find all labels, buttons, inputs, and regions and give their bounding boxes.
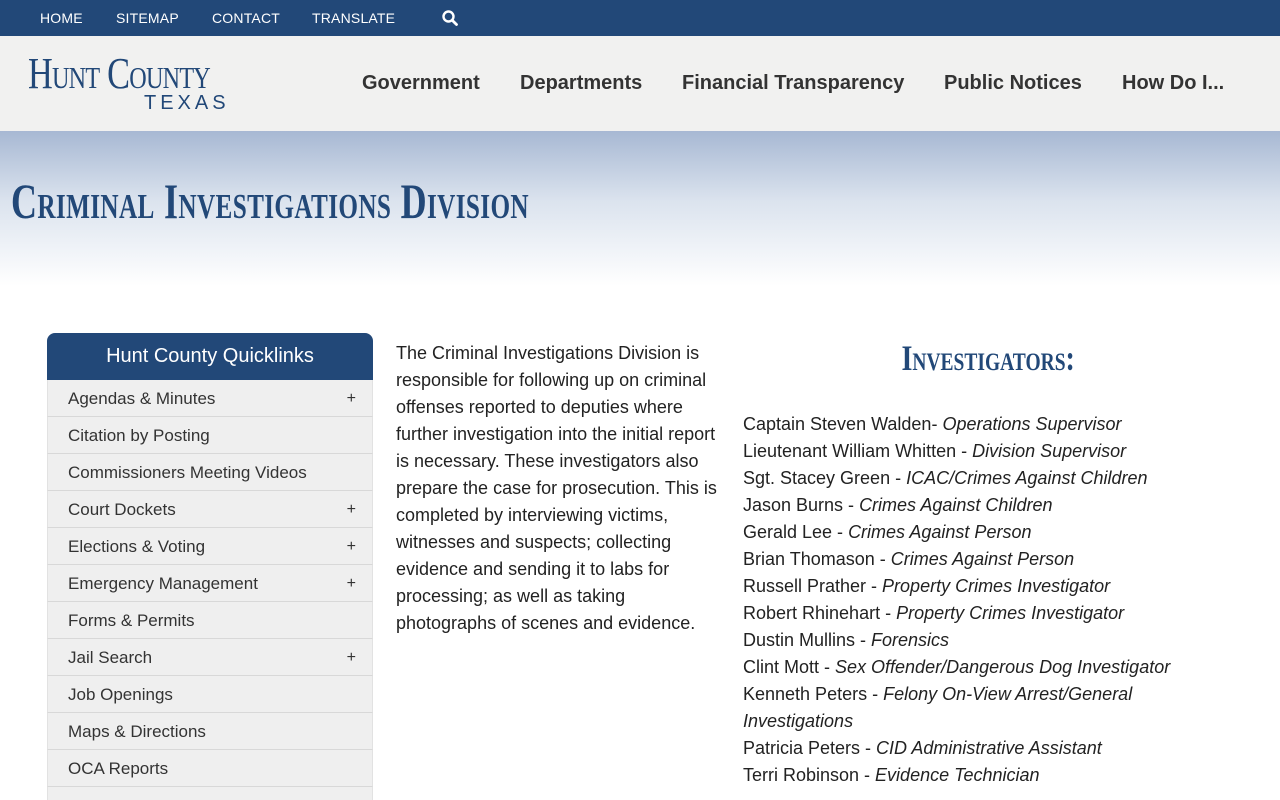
investigator-role: Evidence Technician	[875, 765, 1040, 785]
investigator-entry	[743, 681, 1223, 735]
investigator-role: Property Crimes Investigator	[882, 576, 1111, 596]
nav-departments[interactable]: Departments	[520, 72, 643, 94]
investigator-name: Jason Burns -	[743, 495, 860, 515]
investigators-list	[743, 411, 1223, 789]
nav-how-do-i[interactable]: How Do I...	[1122, 72, 1225, 94]
investigator-name: Brian Thomason -	[743, 549, 891, 569]
expand-plus-icon[interactable]: +	[346, 538, 356, 555]
quicklink-citation-by-posting[interactable]	[47, 417, 373, 454]
quicklink-label: Elections & Voting	[68, 537, 206, 556]
investigator-role: Crimes Against Children	[859, 495, 1053, 515]
quicklink-maps-directions[interactable]	[47, 713, 373, 750]
quicklink-label: Jail Search	[68, 648, 153, 667]
quicklink-agendas-minutes[interactable]	[47, 380, 373, 417]
expand-plus-icon[interactable]: +	[346, 575, 356, 592]
investigator-name: Patricia Peters -	[743, 738, 877, 758]
nav-government[interactable]: Government	[362, 72, 480, 94]
quicklink-label: Court Dockets	[68, 500, 176, 519]
investigator-role: Forensics	[871, 630, 950, 650]
investigator-entry	[743, 492, 1223, 519]
quicklink-oca-reports[interactable]	[47, 750, 373, 787]
quicklink-commissioners-meeting-videos[interactable]	[47, 454, 373, 491]
utility-bar	[0, 0, 1280, 36]
quicklink-label: OCA Reports	[68, 759, 169, 778]
investigator-entry	[743, 411, 1223, 438]
nav-public-notices[interactable]: Public Notices	[944, 72, 1082, 94]
quicklink-jail-search[interactable]	[47, 639, 373, 676]
investigator-entry	[743, 654, 1223, 681]
quicklinks-title: Hunt County Quicklinks	[47, 333, 373, 380]
quicklink-label: Maps & Directions	[68, 722, 206, 741]
expand-plus-icon[interactable]: +	[346, 649, 356, 666]
investigator-role: Crimes Against Person	[848, 522, 1032, 542]
quicklink-emergency-management[interactable]	[47, 565, 373, 602]
page-banner	[0, 131, 1280, 286]
quicklink-label: Emergency Management	[68, 574, 258, 593]
search-icon[interactable]	[441, 9, 459, 27]
investigator-role: Felony On-View Arrest/General Investigations	[743, 684, 1133, 731]
investigator-entry	[743, 438, 1223, 465]
investigators-heading	[743, 336, 1233, 380]
investigator-name: Gerald Lee -	[743, 522, 849, 542]
investigator-name: Dustin Mullins -	[743, 630, 872, 650]
quicklinks-panel	[47, 333, 373, 800]
investigator-name: Lieutenant William Whitten -	[743, 441, 973, 461]
investigator-role: Division Supervisor	[972, 441, 1127, 461]
investigator-role: Sex Offender/Dangerous Dog Investigator	[835, 657, 1171, 677]
division-description: The Criminal Investigations Division is responsible for following up on criminal offenses reported to deputies where further investigation into the initial report is necessary. These investigators also prepare the case for prosecution. This is completed by interviewing victims, witnesses and suspects; collecting evidence and sending it to labs for processing; as well as taking photographs of scenes and evidence.	[396, 343, 717, 633]
quicklink-job-openings[interactable]	[47, 676, 373, 713]
quicklink-label: Agendas & Minutes	[68, 389, 216, 408]
quicklink-label: Forms & Permits	[68, 611, 195, 630]
site-header	[0, 36, 1280, 131]
quicklink-elections-voting[interactable]	[47, 528, 373, 565]
investigator-entry	[743, 465, 1223, 492]
sitemap-link[interactable]: SITEMAP	[116, 10, 179, 26]
investigator-entry	[743, 546, 1223, 573]
expand-plus-icon[interactable]: +	[346, 390, 356, 407]
investigator-name: Kenneth Peters -	[743, 684, 884, 704]
investigator-name: Terri Robinson -	[743, 765, 876, 785]
quicklink-court-dockets[interactable]	[47, 491, 373, 528]
investigator-role: Property Crimes Investigator	[896, 603, 1125, 623]
logo-state-name: TEXAS	[144, 92, 230, 114]
quicklink-next-item[interactable]	[47, 787, 373, 800]
logo-county-name: Hunt County	[28, 49, 210, 98]
quicklink-label: Job Openings	[68, 685, 173, 704]
translate-link[interactable]: TRANSLATE	[312, 10, 396, 26]
investigator-name: Captain Steven Walden-	[743, 414, 943, 434]
investigator-role: CID Administrative Assistant	[876, 738, 1102, 758]
investigator-name: Clint Mott -	[743, 657, 836, 677]
investigator-name: Sgt. Stacey Green -	[743, 468, 907, 488]
hunt-county-logo[interactable]	[28, 50, 238, 120]
home-link[interactable]: HOME	[40, 10, 83, 26]
expand-plus-icon[interactable]: +	[346, 501, 356, 518]
contact-link[interactable]: CONTACT	[212, 10, 281, 26]
quicklink-label: Citation by Posting	[68, 426, 210, 445]
investigator-role: Crimes Against Person	[890, 549, 1075, 569]
nav-financial-transparency[interactable]: Financial Transparency	[682, 72, 905, 94]
investigator-entry	[743, 735, 1223, 762]
investigator-name: Robert Rhinehart -	[743, 603, 897, 623]
investigators-heading-text: Investigators:	[901, 338, 1075, 378]
investigator-name: Russell Prather -	[743, 576, 883, 596]
quicklink-forms-permits[interactable]	[47, 602, 373, 639]
page-title: Criminal Investigations Division	[11, 173, 529, 229]
investigator-entry	[743, 627, 1223, 654]
investigator-entry	[743, 519, 1223, 546]
investigator-entry	[743, 600, 1223, 627]
investigator-entry	[743, 762, 1223, 789]
investigator-role: ICAC/Crimes Against Children	[906, 468, 1148, 488]
investigator-role: Operations Supervisor	[942, 414, 1122, 434]
quicklink-label: Commissioners Meeting Videos	[68, 463, 307, 482]
investigator-entry	[743, 573, 1223, 600]
